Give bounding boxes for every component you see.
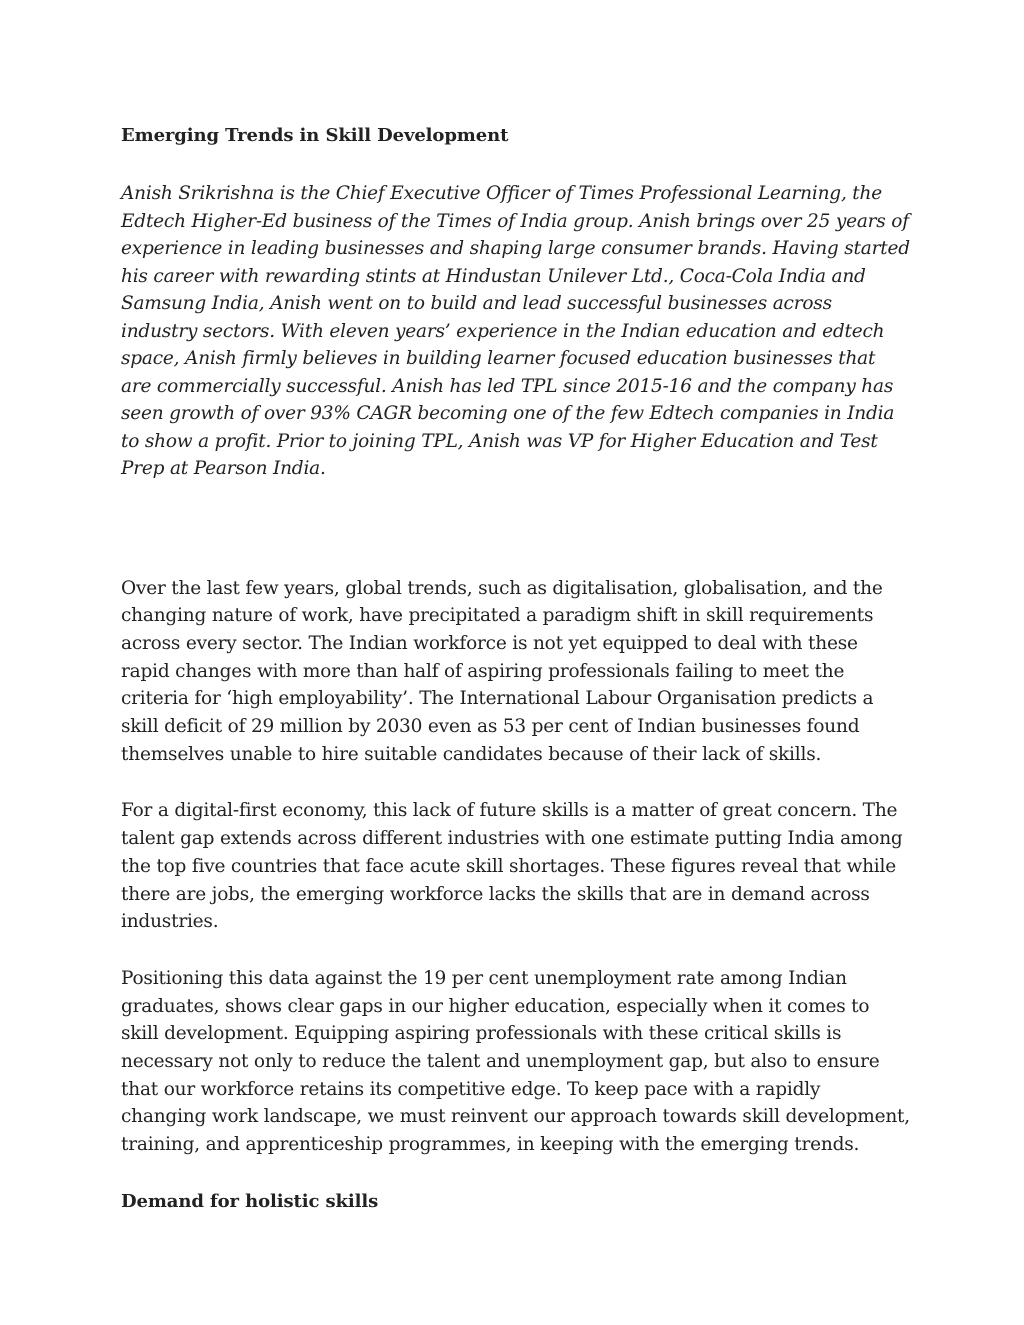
body-paragraph: For a digital-first economy, this lack of future skills is a matter of great concern. The talent gap extends across different industries with one estimate putting India among the top five countries that face acute skill shortages. These figures reveal that while there are jobs, the emerging workforce lacks the skills that are in demand across industries. <box>121 800 903 933</box>
body-paragraph: Over the last few years, global trends, such as digitalisation, globalisation, and the changing nature of work, have precipitated a paradigm shift in skill requirements across every sector. The Indian workforce is not yet equipped to deal with these rapid changes with more than half of aspiring professionals failing to meet the criteria for ‘high employability’. The International Labour Organisation predicts a skill deficit of 29 million by 2030 even as 53 per cent of Indian businesses found themselves unable to hire suitable candidates because of their lack of skills. <box>121 577 883 765</box>
body-paragraph: Positioning this data against the 19 per cent unemployment rate among Indian graduates, shows clear gaps in our higher education, especially when it comes to skill development. Equipping aspiring professionals with these critical skills is necessary not only to reduce the talent and unemployment gap, but also to ensure that our workforce retains its competitive edge. To keep pace with a rapidly changing work landscape, we must reinvent our approach towards skill development, training, and apprenticeship programmes, in keeping with the emerging trends. <box>121 967 910 1156</box>
author-bio: Anish Srikrishna is the Chief Executive Officer of Times Professional Learning, the Edtech Higher-Ed business of the Times of India group. Anish brings over 25 years of experience in leading businesses and shaping large consumer brands. Having started his career with rewarding stints at Hindustan Unilever Ltd., Coca-Cola India and Samsung India, Anish went on to build and lead successful businesses across industry sectors. With eleven years’ experience in the Indian education and edtech space, Anish firmly believes in building learner focused education businesses that are commercially successful. Anish has led TPL since 2015-16 and the company has seen growth of over 93% CAGR becoming one of the few Edtech companies in India to show a profit. Prior to joining TPL, Anish was VP for Higher Education and Test Prep at Pearson India. <box>121 183 910 479</box>
section-heading: Demand for holistic skills <box>121 1190 379 1212</box>
document-title: Emerging Trends in Skill Development <box>121 125 509 146</box>
document-page <box>121 122 911 1216</box>
